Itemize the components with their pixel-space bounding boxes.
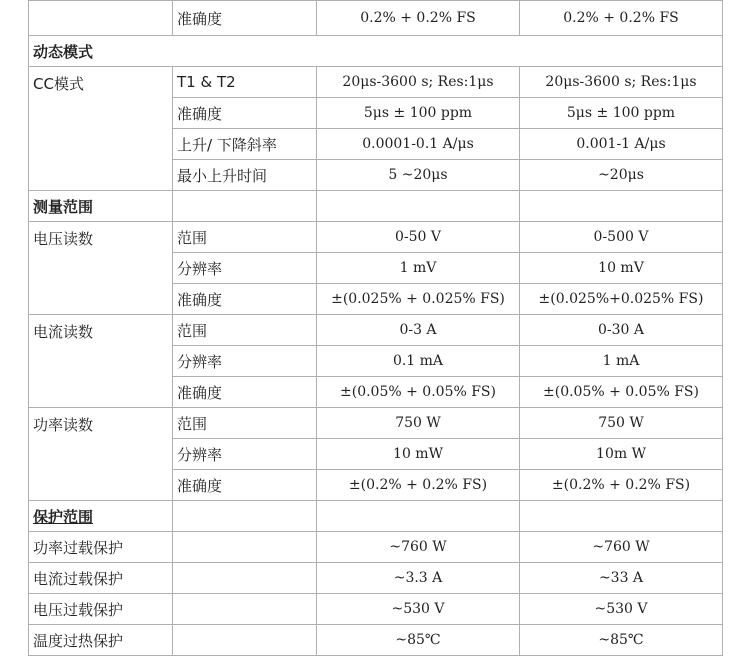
empty-cell (520, 501, 723, 532)
value-model-2: 20μs-3600 s; Res:1μs (520, 67, 723, 98)
protect-label: 温度过热保护 (29, 625, 173, 656)
row-sublabel: 上升/ 下降斜率 (173, 129, 317, 160)
empty-cell (173, 191, 317, 222)
row-sublabel: 范围 (173, 315, 317, 346)
value-model-2: 10m W (520, 439, 723, 470)
value-model-1: 10 mW (317, 439, 520, 470)
row-label (29, 1, 173, 36)
table-row (29, 532, 723, 563)
value-model-1: 20μs-3600 s; Res:1μs (317, 67, 520, 98)
row-sublabel: T1 & T2 (173, 67, 317, 98)
empty-cell (317, 191, 520, 222)
row-sublabel: 准确度 (173, 470, 317, 501)
value-model-2: 1 mA (520, 346, 723, 377)
row-sublabel: 分辨率 (173, 346, 317, 377)
value-model-1: 5μs ± 100 ppm (317, 98, 520, 129)
row-sublabel: 准确度 (173, 1, 317, 36)
table-row (29, 408, 723, 439)
protect-label: 电流过载保护 (29, 563, 173, 594)
value-model-2: ~20μs (520, 160, 723, 191)
row-sublabel: 范围 (173, 408, 317, 439)
value-model-1: 0-50 V (317, 222, 520, 253)
row-sublabel: 准确度 (173, 377, 317, 408)
value-model-2: 0-30 A (520, 315, 723, 346)
table-row (29, 222, 723, 253)
table-row (29, 594, 723, 625)
empty-cell (520, 191, 723, 222)
table-row (29, 1, 723, 36)
value-model-2: ±(0.025%+0.025% FS) (520, 284, 723, 315)
section-header-row (29, 191, 723, 222)
empty-cell (173, 501, 317, 532)
value-model-1: ±(0.025% + 0.025% FS) (317, 284, 520, 315)
table-row (29, 315, 723, 346)
empty-cell (317, 501, 520, 532)
protect-label: 功率过载保护 (29, 532, 173, 563)
value-model-1: 5 ~20μs (317, 160, 520, 191)
group-label-current: 电流读数 (29, 315, 173, 408)
value-model-1: 0.0001-0.1 A/μs (317, 129, 520, 160)
value-model-1: ±(0.2% + 0.2% FS) (317, 470, 520, 501)
row-sublabel: 准确度 (173, 98, 317, 129)
value-model-1: ±(0.05% + 0.05% FS) (317, 377, 520, 408)
row-sublabel: 准确度 (173, 284, 317, 315)
group-label-cc: CC模式 (29, 67, 173, 191)
section-header-protect: 保护范围 (29, 501, 173, 532)
value-model-2: 750 W (520, 408, 723, 439)
value-model-2: ~530 V (520, 594, 723, 625)
value-model-2: 0-500 V (520, 222, 723, 253)
value-model-2: ±(0.05% + 0.05% FS) (520, 377, 723, 408)
value-model-2: 0.2% + 0.2% FS (520, 1, 723, 36)
value-model-1: 0-3 A (317, 315, 520, 346)
empty-cell (173, 594, 317, 625)
value-model-1: ~530 V (317, 594, 520, 625)
group-label-voltage: 电压读数 (29, 222, 173, 315)
empty-cell (173, 532, 317, 563)
value-model-1: 0.1 mA (317, 346, 520, 377)
group-label-power: 功率读数 (29, 408, 173, 501)
value-model-1: 1 mV (317, 253, 520, 284)
table-row (29, 67, 723, 98)
empty-cell (173, 625, 317, 656)
table-row (29, 563, 723, 594)
table-row (29, 625, 723, 656)
value-model-1: ~760 W (317, 532, 520, 563)
section-header-row (29, 36, 723, 67)
value-model-1: 0.2% + 0.2% FS (317, 1, 520, 36)
value-model-1: ~85℃ (317, 625, 520, 656)
section-header-dynamic: 动态模式 (29, 36, 723, 67)
value-model-2: ~85℃ (520, 625, 723, 656)
value-model-1: 750 W (317, 408, 520, 439)
value-model-1: ~3.3 A (317, 563, 520, 594)
value-model-2: ~33 A (520, 563, 723, 594)
value-model-2: ±(0.2% + 0.2% FS) (520, 470, 723, 501)
empty-cell (173, 563, 317, 594)
row-sublabel: 最小上升时间 (173, 160, 317, 191)
row-sublabel: 分辨率 (173, 253, 317, 284)
protect-label: 电压过载保护 (29, 594, 173, 625)
value-model-2: 10 mV (520, 253, 723, 284)
value-model-2: ~760 W (520, 532, 723, 563)
spec-table (28, 0, 723, 656)
row-sublabel: 分辨率 (173, 439, 317, 470)
section-header-measure: 测量范围 (29, 191, 173, 222)
section-header-row (29, 501, 723, 532)
row-sublabel: 范围 (173, 222, 317, 253)
value-model-2: 5μs ± 100 ppm (520, 98, 723, 129)
value-model-2: 0.001-1 A/μs (520, 129, 723, 160)
